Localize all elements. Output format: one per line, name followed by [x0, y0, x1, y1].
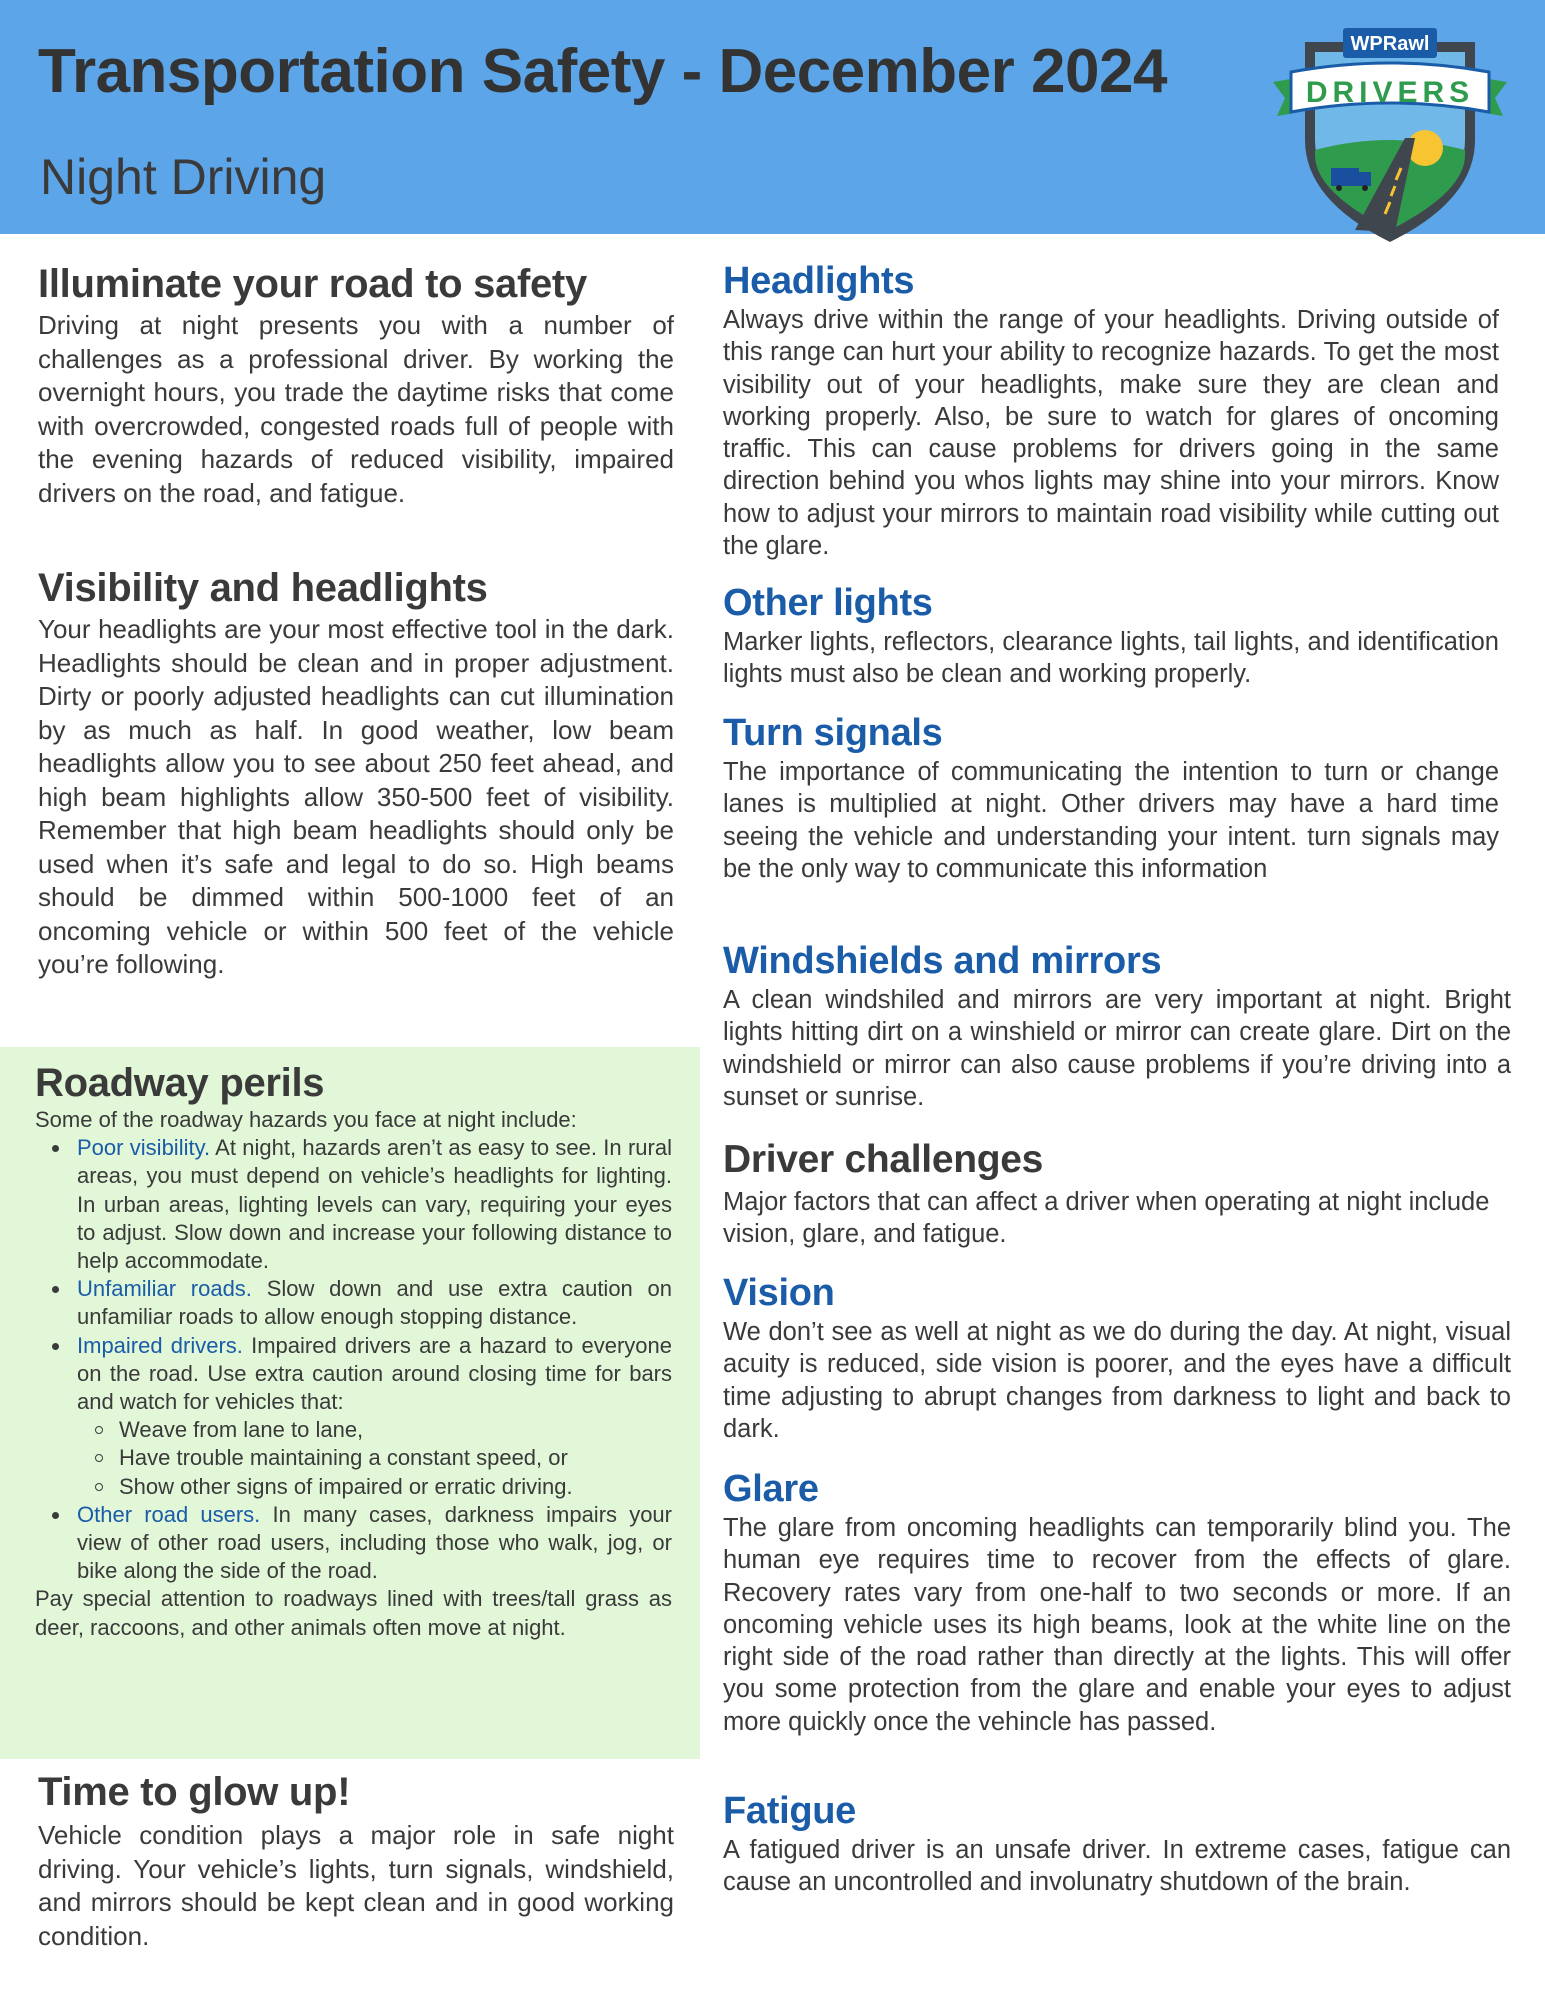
section-title: Other lights: [723, 582, 933, 624]
section-body: Major factors that can affect a driver when operating at night include vision, glare, and fatigue.: [723, 1188, 1490, 1249]
sub-list-item: Weave from lane to lane,: [119, 1416, 672, 1444]
section-title: Driver challenges: [723, 1138, 1044, 1181]
list-item: [77, 1275, 672, 1331]
section-title: Vision: [723, 1272, 835, 1314]
section-vision: [723, 1272, 1511, 1445]
section-title: Illuminate your road to safety: [38, 262, 587, 306]
list-item: [77, 1134, 672, 1275]
section-body: Always drive within the range of your headlights. Driving outside of this range can hurt your ability to recognize hazards. To get the most visibility out of your headlights, make sure they are clean and working properly. Also, be sure to watch for glares of oncoming traffic. This can cause problems for drivers going in the same direction behind you whos lights may shine into your mirrors. Know how to adjust your mirrors to maintain road visibility while cutting out the glare.: [723, 306, 1499, 561]
section-windshields: [723, 940, 1511, 1113]
section-fatigue: [723, 1790, 1511, 1899]
sub-list: [77, 1416, 672, 1501]
item-text: In many cases, darkness impairs your view of other road users, including those who walk, jog, or bike along the side of the road.: [77, 1501, 672, 1584]
item-text: At night, hazards aren’t as easy to see. In rural areas, you must depend on vehicle’s headlights for lighting. In urban areas, lighting levels can vary, requiring your eyes to adjust. Slow down and increase your following distance to help accommodate.: [77, 1135, 672, 1274]
item-lead: Impaired drivers.: [77, 1332, 243, 1358]
section-title: Roadway perils: [35, 1061, 325, 1105]
section-title: Windshields and mirrors: [723, 940, 1162, 982]
section-body: Vehicle condition plays a major role in safe night driving. Your vehicle’s lights, turn signals, windshield, and mirrors should be kept clean and in good working condition.: [38, 1820, 674, 1951]
section-body: A fatigued driver is an unsafe driver. In extreme cases, fatigue can cause an uncontrolled and involunatry shutdown of the brain.: [723, 1836, 1511, 1897]
section-body: The importance of communicating the intention to turn or change lanes is multiplied at night. Other drivers may have a hard time seeing the vehicle and understanding your intent. turn signals may be the only way to communicate this information: [723, 758, 1499, 883]
section-title: Visibility and headlights: [38, 566, 488, 610]
section-glare: [723, 1468, 1511, 1738]
section-body: The glare from oncoming headlights can temporarily blind you. The human eye requires time to recover from the effects of glare. Recovery rates vary from one-half to two seconds or more. If an oncoming vehicle uses its high beams, look at the white line on the right side of the road rather than directly at the lights. This will offer you some protection from the glare and enable your eyes to adjust more quickly once the vehincle has passed.: [723, 1514, 1511, 1736]
section-headlights: [723, 260, 1499, 562]
wprawl-drivers-logo: [1265, 20, 1515, 250]
page-subtitle: Night Driving: [40, 149, 327, 205]
logo-brand: WPRawl: [1350, 33, 1430, 55]
section-body: Marker lights, reflectors, clearance lights, tail lights, and identification lights must also be clean and working properly.: [723, 628, 1499, 689]
section-visibility: [38, 566, 674, 982]
sub-list-item: Show other signs of impaired or erratic driving.: [119, 1473, 672, 1501]
sub-list-item: Have trouble maintaining a constant speed, or: [119, 1444, 672, 1472]
section-body: We don’t see as well at night as we do during the day. At night, visual acuity is reduced, side vision is poorer, and the eyes have a difficult time adjusting to abrupt changes from darkness to light and back to dark.: [723, 1318, 1511, 1443]
section-title: Fatigue: [723, 1790, 857, 1832]
section-other-lights: [723, 582, 1499, 691]
item-text: Slow down and use extra caution on unfamiliar roads to allow enough stopping distance.: [77, 1276, 673, 1330]
section-title: Headlights: [723, 260, 915, 302]
section-driver-challenges: [723, 1138, 1503, 1251]
section-body: Driving at night presents you with a number of challenges as a professional driver. By working the overnight hours, you trade the daytime risks that come with overcrowded, congested roads full of people with the evening hazards of reduced visibility, impaired drivers on the road, and fatigue.: [38, 310, 674, 508]
section-title: Glare: [723, 1468, 819, 1510]
item-lead: Other road users.: [77, 1501, 261, 1527]
page-header: [0, 0, 1545, 234]
section-title: Time to glow up!: [38, 1770, 351, 1814]
perils-intro: Some of the roadway hazards you face at night include:: [35, 1107, 577, 1132]
list-item: [77, 1332, 672, 1501]
logo-word: DRIVERS: [1305, 76, 1475, 109]
section-turn-signals: [723, 712, 1499, 885]
item-lead: Poor visibility.: [77, 1135, 211, 1161]
section-body: Your headlights are your most effective tool in the dark. Headlights should be clean and in proper adjustment. Dirty or poorly adjusted headlights can cut illumination by as much as half. In good weather, low beam headlights allow you to see about 250 feet ahead, and high beam highlights allow 350-500 feet of visibility. Remember that high beam headlights should only be used when it’s safe and legal to do so. High beams should be dimmed within 500-1000 feet of an oncoming vehicle or within 500 feet of the vehicle you’re following.: [38, 614, 674, 979]
section-body: A clean windshiled and mirrors are very important at night. Bright lights hitting dirt on a winshield or mirror can create glare. Dirt on the windshield or mirror can also cause problems if you’re driving into a sunset or sunrise.: [723, 986, 1511, 1111]
item-text: Impaired drivers are a hazard to everyone on the road. Use extra caution around closing time for bars and watch for vehicles that:: [77, 1332, 672, 1415]
perils-outro: Pay special attention to roadways lined with trees/tall grass as deer, raccoons, and other animals often move at night.: [35, 1586, 672, 1640]
section-glow: [38, 1770, 674, 1953]
section-illuminate: [38, 262, 674, 510]
perils-list: [35, 1134, 672, 1585]
roadway-perils-callout: [0, 1047, 700, 1759]
list-item: [77, 1501, 672, 1586]
page-title: Transportation Safety - December 2024: [38, 37, 1167, 106]
section-title: Turn signals: [723, 712, 943, 754]
item-lead: Unfamiliar roads.: [77, 1276, 252, 1302]
